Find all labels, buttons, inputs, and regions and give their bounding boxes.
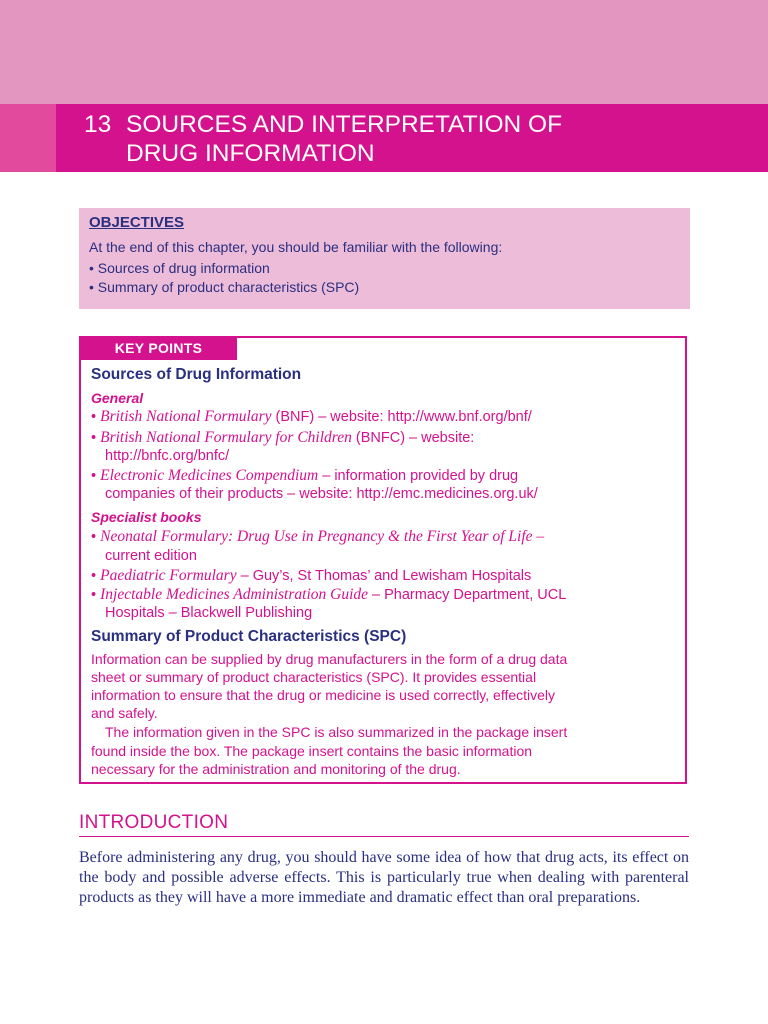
reference-detail: – Guy’s, St Thomas’ and Lewisham Hospitals	[236, 568, 532, 584]
introduction-rule	[79, 836, 689, 837]
specialist-heading: Specialist books	[91, 509, 202, 525]
spc-heading: Summary of Product Characteristics (SPC)	[91, 628, 407, 645]
objectives-intro: At the end of this chapter, you should be familiar with the following:	[89, 239, 503, 255]
list-item	[91, 408, 532, 426]
reference-title: Injectable Medicines Administration Guide	[100, 586, 369, 603]
reference-detail: (BNF) – website: http://www.bnf.org/bnf/	[271, 409, 532, 425]
reference-title: Paediatric Formulary	[100, 567, 237, 584]
list-item-continuation: http://bnfc.org/bnfc/	[105, 448, 230, 464]
spc-paragraph-line: found inside the box. The package insert contains the basic information	[91, 743, 533, 759]
sources-heading: Sources of Drug Information	[91, 366, 302, 383]
list-item	[91, 586, 566, 604]
chapter-title	[84, 110, 562, 168]
header-top-band	[0, 0, 768, 104]
bullet: •	[91, 587, 101, 603]
spc-paragraph-line: and safely.	[91, 705, 158, 721]
reference-detail: (BNFC) – website:	[351, 430, 475, 446]
spc-paragraph-line: Information can be supplied by drug manufacturers in the form of a drug data	[91, 651, 568, 667]
spc-paragraph-line: necessary for the administration and monitoring of the drug.	[91, 761, 461, 777]
list-item-continuation: current edition	[105, 548, 197, 564]
bullet: •	[91, 568, 101, 584]
reference-title: British National Formulary	[100, 408, 272, 425]
chapter-title-line1: SOURCES AND INTERPRETATION OF	[126, 111, 563, 138]
list-item	[91, 467, 518, 485]
bullet: •	[91, 529, 101, 545]
reference-title: Neonatal Formulary: Drug Use in Pregnancy & the First Year of Life –	[100, 528, 545, 545]
chapter-title-tab	[0, 104, 56, 172]
list-item	[91, 429, 474, 447]
bullet: •	[91, 468, 101, 484]
objectives-heading: OBJECTIVES	[89, 214, 185, 231]
reference-detail: – information provided by drug	[318, 468, 519, 484]
spc-paragraph-line: information to ensure that the drug or medicine is used correctly, effectively	[91, 687, 556, 703]
reference-title: Electronic Medicines Compendium	[100, 467, 319, 484]
bullet: •	[91, 409, 101, 425]
list-item	[91, 567, 531, 585]
list-item	[91, 528, 544, 546]
chapter-number: 13	[84, 111, 112, 138]
spc-paragraph-line: sheet or summary of product characteristics (SPC). It provides essential	[91, 669, 537, 685]
objective-item: • Summary of product characteristics (SPC)	[89, 279, 360, 295]
objective-item: • Sources of drug information	[89, 260, 270, 276]
key-points-tab: KEY POINTS	[80, 337, 237, 360]
introduction-heading: INTRODUCTION	[79, 812, 229, 833]
chapter-title-line2: DRUG INFORMATION	[126, 140, 375, 167]
general-heading: General	[91, 390, 144, 406]
reference-title: British National Formulary for Children	[100, 429, 352, 446]
list-item-continuation: companies of their products – website: http://emc.medicines.org.uk/	[105, 486, 538, 502]
list-item-continuation: Hospitals – Blackwell Publishing	[105, 605, 313, 621]
reference-detail: – Pharmacy Department, UCL	[368, 587, 567, 603]
bullet: •	[91, 430, 101, 446]
spc-paragraph-line: The information given in the SPC is also summarized in the package insert	[105, 724, 568, 740]
objectives-box	[79, 208, 690, 309]
introduction-paragraph: Before administering any drug, you should have some idea of how that drug acts, its effect on the body and possible adverse effects. This is particularly true when dealing with parenteral products as they will have a more immediate and dramatic effect than oral preparations.	[79, 849, 689, 906]
